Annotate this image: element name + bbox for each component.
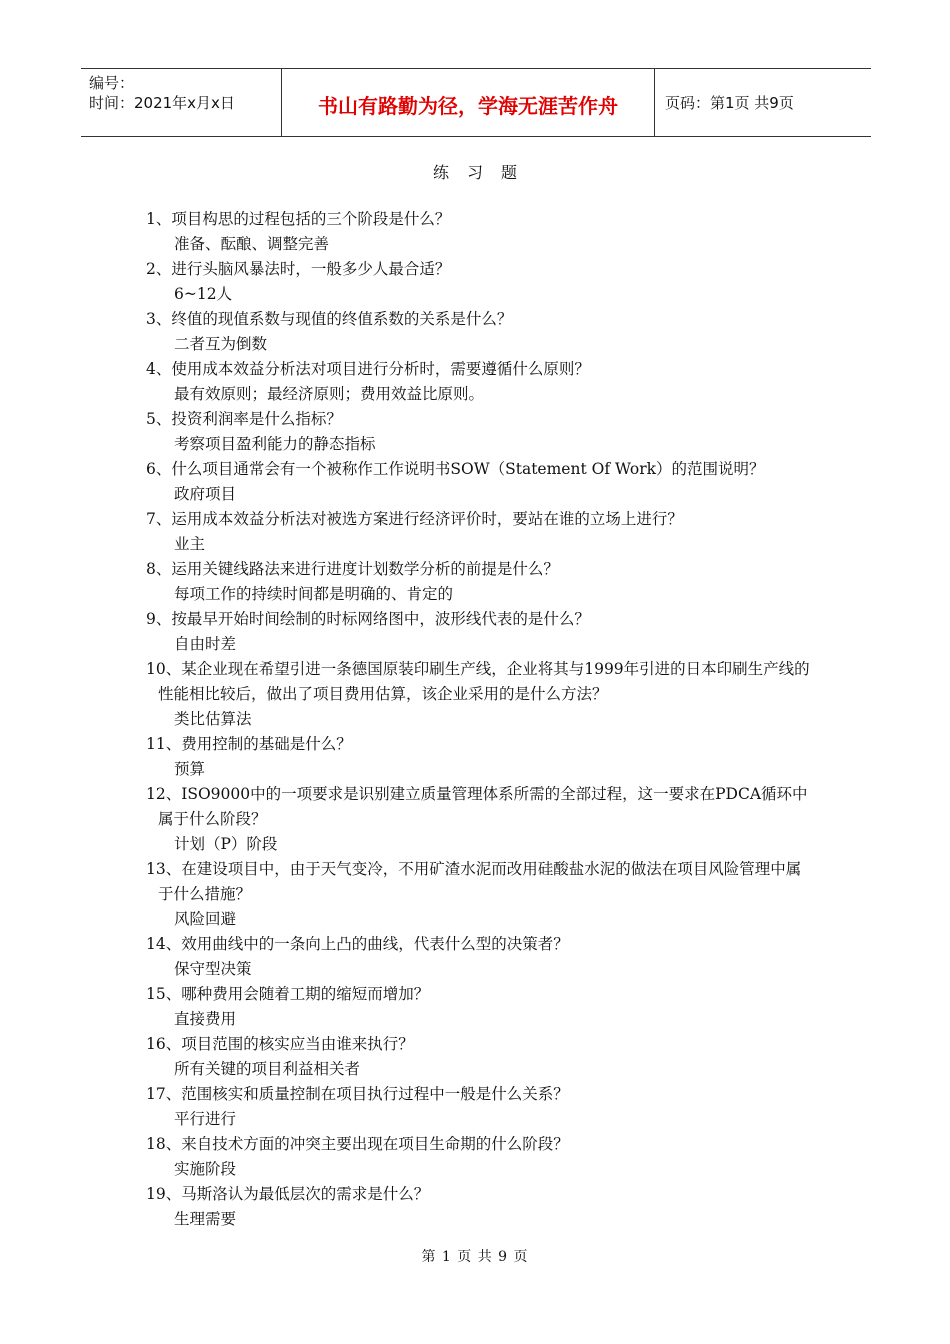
answer-text: 风险回避 xyxy=(174,910,237,928)
answer-text: 最有效原则；最经济原则；费用效益比原则。 xyxy=(174,385,485,403)
question-text: 15、哪种费用会随着工期的缩短而增加？ xyxy=(146,985,430,1003)
answer-text: 所有关键的项目利益相关者 xyxy=(174,1060,361,1078)
answer-text: 政府项目 xyxy=(174,485,237,503)
answer-text: 自由时差 xyxy=(174,635,237,653)
answer-text: 二者互为倒数 xyxy=(174,335,268,353)
question-text: 19、马斯洛认为最低层次的需求是什么？ xyxy=(146,1185,430,1203)
header-page-info: 页码：第1页 共9页 xyxy=(665,94,794,112)
document-time-label: 时间：2021年x月x日 xyxy=(89,94,235,112)
answer-text: 准备、酝酿、调整完善 xyxy=(174,235,330,253)
question-text: 11、费用控制的基础是什么？ xyxy=(146,735,352,753)
header-motto: 书山有路勤为径，学海无涯苦作舟 xyxy=(282,69,655,136)
answer-text: 平行进行 xyxy=(174,1110,237,1128)
answer-text: 实施阶段 xyxy=(174,1160,237,1178)
answer-text: 业主 xyxy=(174,535,206,553)
page-footer: 第 1 页 共 9 页 xyxy=(421,1249,529,1265)
question-text: 7、运用成本效益分析法对被选方案进行经济评价时，要站在谁的立场上进行？ xyxy=(146,510,683,528)
question-list xyxy=(146,207,816,1232)
question-text: 8、运用关键线路法来进行进度计划数学分析的前提是什么？ xyxy=(146,560,559,578)
question-text: 13、在建设项目中，由于天气变冷，不用矿渣水泥而改用硅酸盐水泥的做法在项目风险管理中属于什么措施？ xyxy=(146,860,802,903)
header-meta xyxy=(81,69,282,136)
page-title: 练习题 xyxy=(432,163,535,182)
question-text: 2、进行头脑风暴法时，一般多少人最合适？ xyxy=(146,260,451,278)
document-header xyxy=(81,68,871,137)
question-text: 5、投资利润率是什么指标？ xyxy=(146,410,342,428)
answer-text: 考察项目盈利能力的静态指标 xyxy=(174,435,376,453)
answer-text: 直接费用 xyxy=(174,1010,237,1028)
answer-text: 生理需要 xyxy=(174,1210,237,1228)
question-text: 17、范围核实和质量控制在项目执行过程中一般是什么关系？ xyxy=(146,1085,569,1103)
answer-text: 每项工作的持续时间都是明确的、肯定的 xyxy=(174,585,454,603)
question-text: 14、效用曲线中的一条向上凸的曲线，代表什么型的决策者？ xyxy=(146,935,569,953)
question-text: 16、项目范围的核实应当由谁来执行？ xyxy=(146,1035,414,1053)
question-text: 9、按最早开始时间绘制的时标网络图中，波形线代表的是什么？ xyxy=(146,610,590,628)
answer-text: 保守型决策 xyxy=(174,960,252,978)
question-text: 6、什么项目通常会有一个被称作工作说明书SOW（Statement Of Work）的范围说明？ xyxy=(146,460,765,478)
answer-text: 类比估算法 xyxy=(174,710,252,728)
question-text: 10、某企业现在希望引进一条德国原装印刷生产线，企业将其与1999年引进的日本印刷生产线的性能相比较后，做出了项目费用估算，该企业采用的是什么方法？ xyxy=(146,660,810,703)
answer-text: 计划（P）阶段 xyxy=(174,835,278,853)
question-text: 12、ISO9000中的一项要求是识别建立质量管理体系所需的全部过程，这一要求在PDCA循环中属于什么阶段？ xyxy=(146,785,808,828)
question-text: 4、使用成本效益分析法对项目进行分析时，需要遵循什么原则？ xyxy=(146,360,590,378)
question-text: 3、终值的现值系数与现值的终值系数的关系是什么？ xyxy=(146,310,513,328)
question-text: 1、项目构思的过程包括的三个阶段是什么？ xyxy=(146,210,451,228)
question-text: 18、来自技术方面的冲突主要出现在项目生命期的什么阶段？ xyxy=(146,1135,569,1153)
document-number-label: 编号： xyxy=(89,74,135,92)
answer-text: 6~12人 xyxy=(174,285,233,303)
answer-text: 预算 xyxy=(174,760,206,778)
